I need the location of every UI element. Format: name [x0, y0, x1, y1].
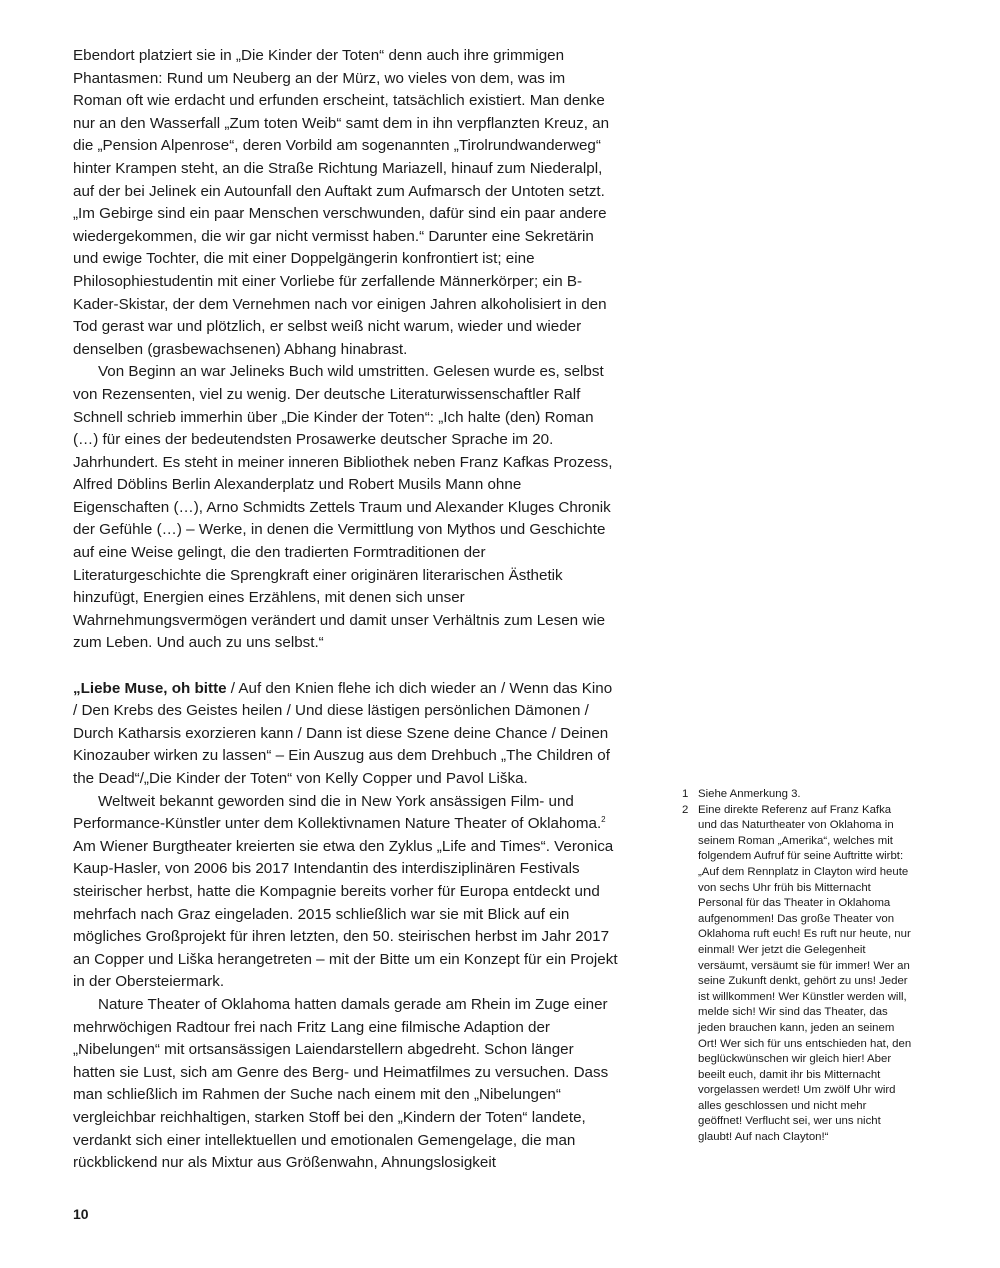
paragraph-text: Am Wiener Burgtheater kreierten sie etwa den Zyklus „Life and Times“. Veronica Kaup-Hasler, von 2006 bis 2017 Intendantin des interdisziplinären Festivals steirischer herbst, hatte die Kompagnie bereits vorher für Europa entdeckt und mehrfach nach Graz eingeladen. 2015 schließlich war sie mit Blick auf ein mögliches Großprojekt für ihren letzten, den 50. steirischen herbst im Jahr 2017 an Copper und Liška herangetreten – mit der Bitte um ein Konzept für ein Projekt in der Obersteiermark. — [73, 837, 618, 991]
main-text-column — [73, 45, 618, 1175]
footnote — [682, 787, 912, 803]
body-paragraph: Ebendort platziert sie in „Die Kinder der Toten“ denn auch ihre grimmigen Phantasmen: Rund um Neuberg an der Mürz, wo vieles von dem, was im Roman oft wie erdacht und erfunden erscheint, tatsächlich existiert. Man denke nur an den Wasserfall „Zum toten Weib“ samt dem in ihn verpflanzten Kreuz, an die „Pension Alpenrose“, deren Vorbild am sogenannten „Tirolrundwanderweg“ hinter Krampen steht, an die Straße Richtung Mariazell, hinauf zum Niederalpl, auf der bei Jelinek ein Autounfall den Auftakt zum Aufmarsch der Untoten setzt. „Im Gebirge sind ein paar Menschen verschwunden, dafür sind ein paar andere wiedergekommen, die wir gar nicht vermisst haben.“ Darunter eine Sekretärin und ewige Tochter, die mit einer Doppelgängerin konfrontiert ist; eine Philosophiestudentin mit einer Vorliebe für zerfallende Männerkörper; ein B-Kader-Skistar, der dem Vernehmen nach vor einigen Jahren alkoholisiert in den Tod gerast war und plötzlich, er selbst weiß nicht warum, wieder und wieder denselben (grasbewachsenen) Abhang hinabrast. — [73, 47, 610, 358]
footnote-marker: 2 — [601, 815, 606, 825]
body-paragraph — [73, 678, 618, 791]
footnote-number: 1 — [682, 788, 689, 800]
footnote-number: 2 — [682, 803, 689, 816]
footnote-text: Siehe Anmerkung 3. — [698, 788, 801, 800]
footnote — [682, 803, 912, 1146]
footnote-text: Eine direkte Referenz auf Franz Kafka und das Naturtheater von Oklahoma in seinem Roman „Amerika“, welches mit folgendem Aufruf für seine Auftritte wirbt: „Auf dem Rennplatz in Clayton wird heute von sechs Uhr früh bis Mitternacht Personal für das Theater in Oklahoma aufgenommen! Das große Theater von Oklahoma ruft euch! Es ruft nur heute, nur einmal! Wer jetzt die Gelegenheit versäumt, versäumt sie für immer! Wer an seine Zukunft denkt, gehört zu uns! Jeder ist willkommen! Wer Künstler werden will, melde sich! Wir sind das Theater, das jeden brauchen kann, jeden an seinem Ort! Wer sich für uns entschieden hat, den beglückwünschen wir gleich hier! Aber beeilt euch, damit ihr bis Mitternacht vorgelassen werdet! Um zwölf Uhr wird alles geschlossen und nicht mehr geöffnet! Verflucht sei, wer uns nicht glaubt! Auf nach Clayton!“ — [698, 803, 912, 1144]
body-paragraph — [73, 791, 618, 994]
lead-in-bold: „Liebe Muse, oh bitte — [73, 679, 227, 697]
footnotes-column — [682, 787, 912, 1146]
page-number: 10 — [73, 1206, 89, 1222]
paragraph-text: Weltweit bekannt geworden sind die in New York ansässigen Film- und Performance-Künstler unter dem Kollektivnamen Nature Theater of Oklahoma. — [73, 792, 602, 833]
lead-in-rest: / Auf den Knien flehe ich dich wieder an / Wenn das Kino / Den Krebs des Geistes heilen / Und diese lästigen persönlichen Dämonen / Durch Katharsis exorzieren kann / Dann ist diese Szene deine Chance / Deinen Kinozauber wirken zu lassen“ – Ein Auszug aus dem Drehbuch „The Children of the Dead“/„Die Kinder der Toten“ von Kelly Copper und Pavol Liška. — [73, 679, 613, 787]
body-paragraph: Nature Theater of Oklahoma hatten damals gerade am Rhein im Zuge einer mehrwöchigen Radtour frei nach Fritz Lang eine filmische Adaption der „Nibelungen“ mit ortsansässigen Laiendarstellern abgedreht. Schon länger hatten sie Lust, sich am Genre des Berg- und Heimatfilmes zu versuchen. Dass man schließlich im Rahmen der Suche nach einem mit den „Nibelungen“ vergleichbar reichhaltigen, starken Stoff bei den „Kindern der Toten“ landete, verdankt sich einer intellektuellen und emotionalen Gemengelage, die man rückblickend nur als Mixtur aus Größenwahn, Ahnungslosigkeit — [73, 995, 609, 1172]
body-paragraph: Von Beginn an war Jelineks Buch wild umstritten. Gelesen wurde es, selbst von Rezensenten, viel zu wenig. Der deutsche Literaturwissenschaftler Ralf Schnell schrieb immerhin über „Die Kinder der Toten“: „Ich halte (den) Roman (…) für eines der bedeutendsten Prosawerke deutscher Sprache im 20. Jahrhundert. Es steht in meiner inneren Bibliothek neben Franz Kafkas Prozess, Alfred Döblins Berlin Alexanderplatz und Robert Musils Mann ohne Eigenschaften (…), Arno Schmidts Zettels Traum und Alexander Kluges Chronik der Gefühle (…) – Werke, in denen die Vermittlung von Mythos und Geschichte auf eine Weise gelingt, die den tradierten Formtraditionen der Literaturgeschichte die Sprengkraft einer originären literarischen Ästhetik hinzufügt, Energien eines Erzählens, mit denen sich unser Wahrnehmungsvermögen verändert und damit unser Verhältnis zum Lesen wie zum Leben. Und auch zu uns selbst.“ — [73, 363, 613, 652]
section-gap — [73, 655, 618, 678]
